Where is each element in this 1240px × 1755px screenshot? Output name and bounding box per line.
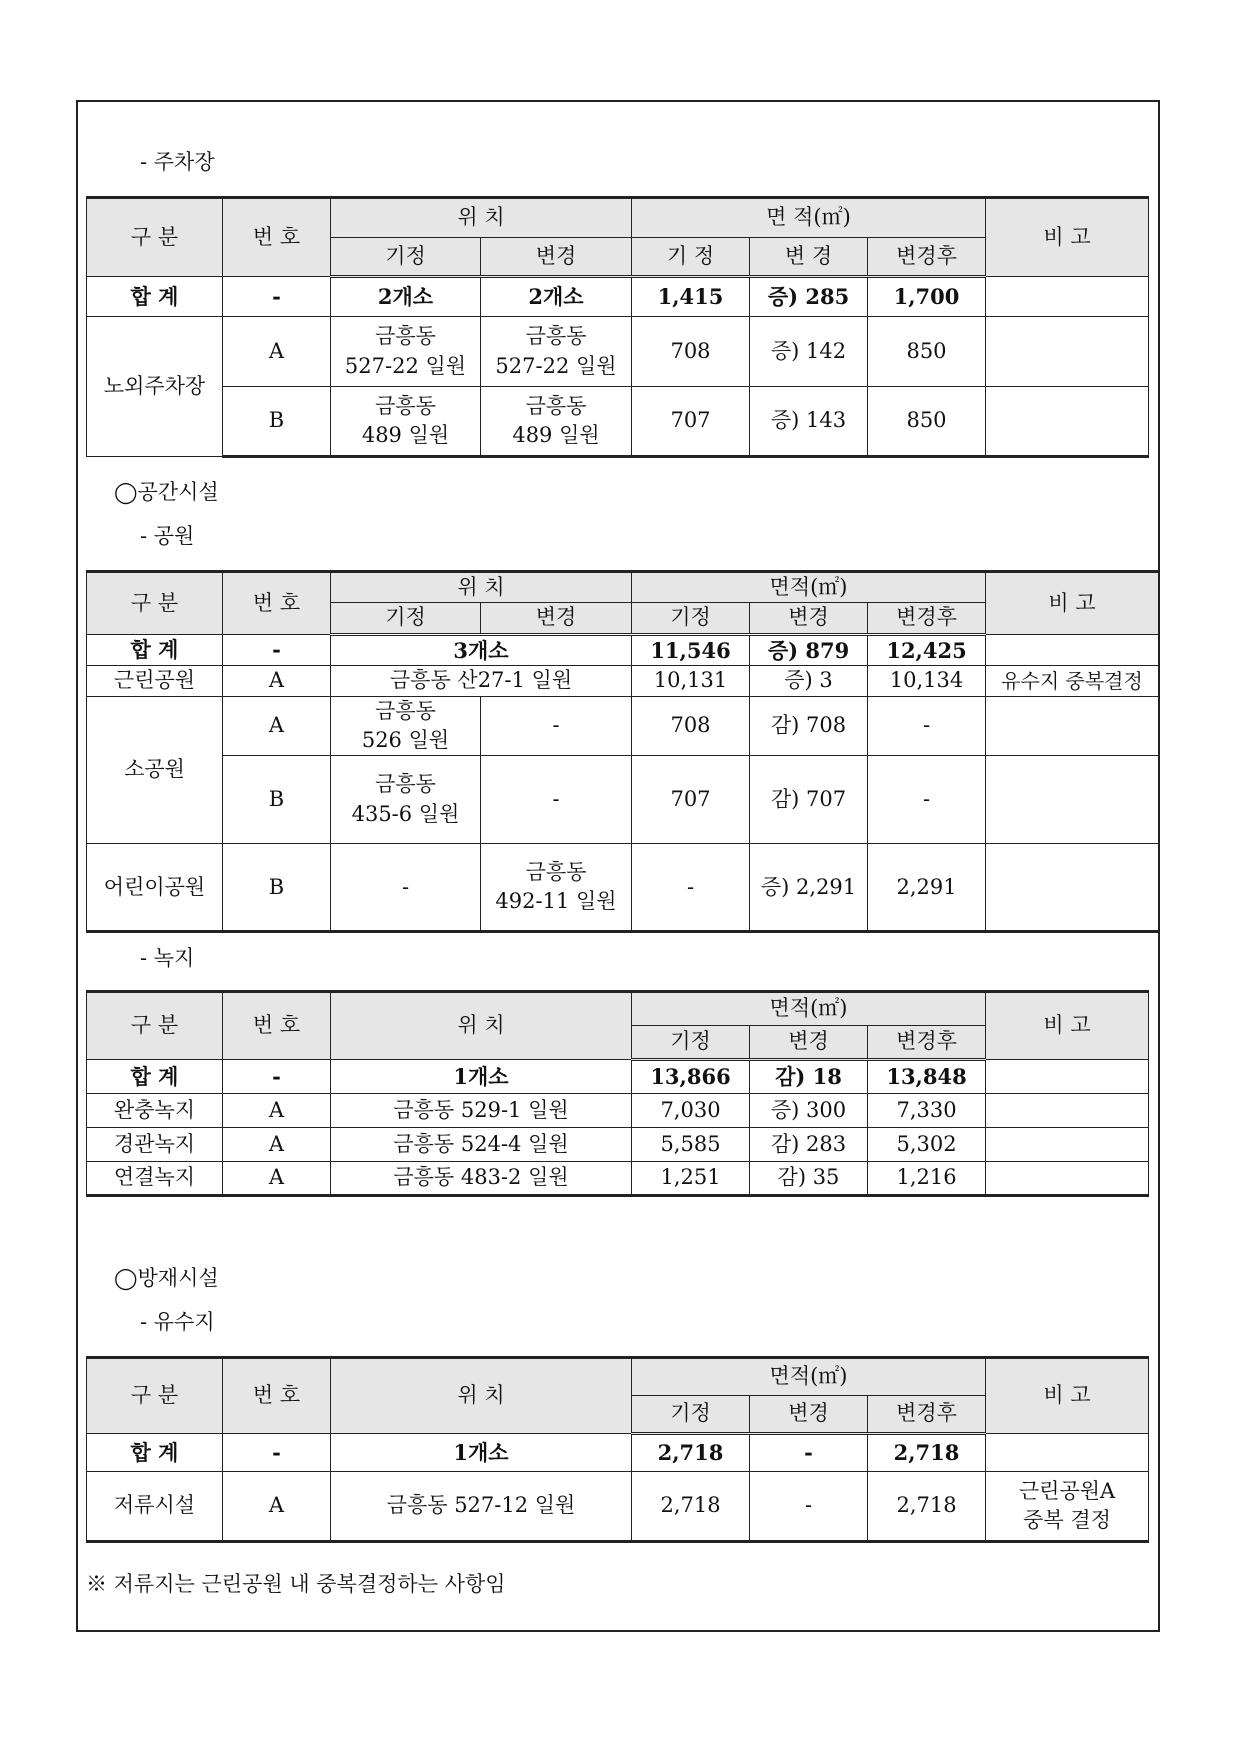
loc-line: 435-6 일원 [351, 801, 460, 826]
row-no: B [223, 387, 331, 457]
green-label: - 녹지 [140, 946, 195, 970]
table-row [87, 756, 1159, 844]
col-area-after: 변경후 [868, 238, 986, 277]
row-no: A [223, 1162, 331, 1196]
total-loc-before: 2개소 [331, 277, 481, 317]
col-note: 비 고 [986, 992, 1149, 1060]
note-line: 중복 결정 [1023, 1508, 1111, 1532]
col-area-change: 변경 [750, 1026, 868, 1060]
row-note [986, 317, 1149, 387]
table-row [87, 1128, 1149, 1162]
area-after: 2,718 [868, 1472, 986, 1542]
row-loc: 금흥동 529-1 일원 [331, 1094, 632, 1128]
col-area-before: 기정 [632, 1396, 750, 1434]
col-note: 비 고 [986, 1358, 1149, 1434]
space-heading: ◯공간시설 [114, 480, 219, 504]
col-note: 비 고 [986, 198, 1149, 277]
loc-line: 금흥동 [375, 698, 436, 723]
park-label: - 공원 [140, 524, 195, 548]
total-after: 1,700 [868, 277, 986, 317]
loc-line: 금흥동 [525, 324, 587, 349]
total-change: 증) 285 [750, 277, 868, 317]
area-change: 증) 3 [750, 666, 868, 696]
total-change: 감) 18 [750, 1060, 868, 1094]
col-no: 번 호 [223, 198, 331, 277]
total-note [986, 1060, 1149, 1094]
area-before: 708 [632, 696, 750, 756]
total-row [87, 634, 1159, 665]
total-before: 13,866 [632, 1060, 750, 1094]
total-loc: 1개소 [331, 1060, 632, 1094]
loc-line: 금흥동 [375, 772, 436, 797]
row-note [986, 1162, 1149, 1196]
area-before: 5,585 [632, 1128, 750, 1162]
table-row [87, 844, 1159, 932]
total-row [87, 1434, 1149, 1472]
col-area-before: 기정 [632, 1026, 750, 1060]
total-after: 13,848 [868, 1060, 986, 1094]
col-loc: 위 치 [331, 198, 632, 238]
area-change: 증) 300 [750, 1094, 868, 1128]
area-after: 850 [868, 387, 986, 457]
col-area-change: 변 경 [750, 238, 868, 277]
row-no: A [223, 1128, 331, 1162]
col-area: 면적(㎡) [632, 572, 986, 603]
row-div: 근린공원 [87, 666, 223, 696]
col-div: 구 분 [87, 572, 223, 635]
total-loc-after: 2개소 [481, 277, 632, 317]
table-row [87, 696, 1159, 756]
total-label: 합 계 [87, 277, 223, 317]
row-div: 저류시설 [87, 1472, 223, 1542]
area-change: 감) 707 [750, 756, 868, 844]
row-no: B [223, 844, 331, 932]
area-before: 707 [632, 756, 750, 844]
total-loc: 3개소 [331, 634, 632, 665]
area-before: 7,030 [632, 1094, 750, 1128]
total-change: 증) 879 [750, 634, 868, 665]
reservoir-table [86, 1356, 1149, 1543]
area-after: 850 [868, 317, 986, 387]
row-loc: 금흥동 527-12 일원 [331, 1472, 632, 1542]
total-before: 1,415 [632, 277, 750, 317]
col-area-change: 변경 [750, 603, 868, 634]
row-note [986, 387, 1149, 457]
col-area-before: 기정 [632, 603, 750, 634]
loc-line: 527-22 일원 [495, 353, 617, 378]
loc-line: 금흥동 [375, 393, 436, 418]
col-div: 구 분 [87, 992, 223, 1060]
area-after: 10,134 [868, 666, 986, 696]
area-after: 1,216 [868, 1162, 986, 1196]
loc-line: 526 일원 [361, 727, 450, 752]
col-area: 면적(㎡) [632, 992, 986, 1026]
total-before: 2,718 [632, 1434, 750, 1472]
disaster-heading: ◯방재시설 [114, 1266, 219, 1290]
area-change: 증) 142 [750, 317, 868, 387]
col-loc: 위 치 [331, 992, 632, 1060]
loc-line: 527-22 일원 [344, 353, 467, 378]
row-no: A [223, 317, 331, 387]
total-label: 합 계 [87, 1434, 223, 1472]
loc-line: 금흥동 [525, 393, 587, 418]
row-note [986, 696, 1159, 756]
col-no: 번 호 [223, 572, 331, 635]
col-loc-after: 변경 [481, 603, 632, 634]
col-area-before: 기 정 [632, 238, 750, 277]
green-table [86, 990, 1149, 1197]
table-row [87, 387, 1149, 457]
park-table [86, 570, 1159, 933]
col-area-change: 변경 [750, 1396, 868, 1434]
table-row [87, 1162, 1149, 1196]
loc-line: 금흥동 [375, 324, 436, 349]
area-after: - [868, 696, 986, 756]
total-no: - [223, 277, 331, 317]
col-loc: 위 치 [331, 1358, 632, 1434]
total-change: - [750, 1434, 868, 1472]
col-div: 구 분 [87, 198, 223, 277]
row-note [986, 756, 1159, 844]
total-loc: 1개소 [331, 1434, 632, 1472]
parking-table [86, 196, 1149, 458]
group-label: 노외주차장 [87, 317, 223, 457]
area-before: 1,251 [632, 1162, 750, 1196]
area-before: 708 [632, 317, 750, 387]
total-label: 합 계 [87, 1060, 223, 1094]
col-loc-before: 기정 [331, 603, 481, 634]
row-note [986, 1094, 1149, 1128]
row-div: 어린이공원 [87, 844, 223, 932]
area-before: 10,131 [632, 666, 750, 696]
row-loc: 금흥동 524-4 일원 [331, 1128, 632, 1162]
area-after: 7,330 [868, 1094, 986, 1128]
row-loc-after: - [481, 696, 632, 756]
footnote: ※ 저류지는 근린공원 내 중복결정하는 사항임 [86, 1572, 506, 1596]
total-note [986, 634, 1159, 665]
row-no: A [223, 1094, 331, 1128]
table-row [87, 317, 1149, 387]
area-change: 증) 2,291 [750, 844, 868, 932]
row-no: A [223, 696, 331, 756]
area-after: 2,291 [868, 844, 986, 932]
loc-line: 492-11 일원 [495, 889, 617, 914]
row-note [986, 844, 1159, 932]
row-loc-after: - [481, 756, 632, 844]
area-change: - [750, 1472, 868, 1542]
area-change: 감) 708 [750, 696, 868, 756]
area-before: - [632, 844, 750, 932]
row-note: 유수지 중복결정 [986, 666, 1159, 696]
area-before: 707 [632, 387, 750, 457]
table-row [87, 1472, 1149, 1542]
total-row [87, 1060, 1149, 1094]
col-area-after: 변경후 [868, 603, 986, 634]
area-before: 2,718 [632, 1472, 750, 1542]
total-after: 12,425 [868, 634, 986, 665]
row-loc: 금흥동 산27-1 일원 [331, 666, 632, 696]
total-note [986, 1434, 1149, 1472]
row-loc: 금흥동 483-2 일원 [331, 1162, 632, 1196]
row-div: 연결녹지 [87, 1162, 223, 1196]
total-after: 2,718 [868, 1434, 986, 1472]
col-area-after: 변경후 [868, 1026, 986, 1060]
row-div: 완충녹지 [87, 1094, 223, 1128]
total-label: 합 계 [87, 634, 223, 665]
col-no: 번 호 [223, 992, 331, 1060]
note-line: 근린공원A [1018, 1478, 1116, 1503]
col-note: 비 고 [986, 572, 1159, 635]
total-no: - [223, 1434, 331, 1472]
col-loc-after: 변경 [481, 238, 632, 277]
group-label: 소공원 [87, 696, 223, 844]
col-loc-before: 기정 [331, 238, 481, 277]
total-no: - [223, 1060, 331, 1094]
row-no: A [223, 1472, 331, 1542]
total-note [986, 277, 1149, 317]
total-row [87, 277, 1149, 317]
row-note [986, 1128, 1149, 1162]
area-after: - [868, 756, 986, 844]
col-area-after: 변경후 [868, 1396, 986, 1434]
table-row [87, 666, 1159, 696]
row-loc-before: - [331, 844, 481, 932]
row-no: B [223, 756, 331, 844]
col-no: 번 호 [223, 1358, 331, 1434]
reservoir-label: - 유수지 [140, 1310, 215, 1334]
col-area: 면 적(㎡) [632, 198, 986, 238]
area-change: 감) 35 [750, 1162, 868, 1196]
area-after: 5,302 [868, 1128, 986, 1162]
table-row [87, 1094, 1149, 1128]
row-no: A [223, 666, 331, 696]
row-div: 경관녹지 [87, 1128, 223, 1162]
col-loc: 위 치 [331, 572, 632, 603]
total-before: 11,546 [632, 634, 750, 665]
loc-line: 489 일원 [512, 423, 600, 447]
total-no: - [223, 634, 331, 665]
area-change: 증) 143 [750, 387, 868, 457]
parking-label: - 주차장 [140, 150, 215, 174]
col-div: 구 분 [87, 1358, 223, 1434]
area-change: 감) 283 [750, 1128, 868, 1162]
col-area: 면적(㎡) [632, 1358, 986, 1396]
loc-line: 금흥동 [525, 859, 587, 884]
loc-line: 489 일원 [361, 423, 450, 447]
